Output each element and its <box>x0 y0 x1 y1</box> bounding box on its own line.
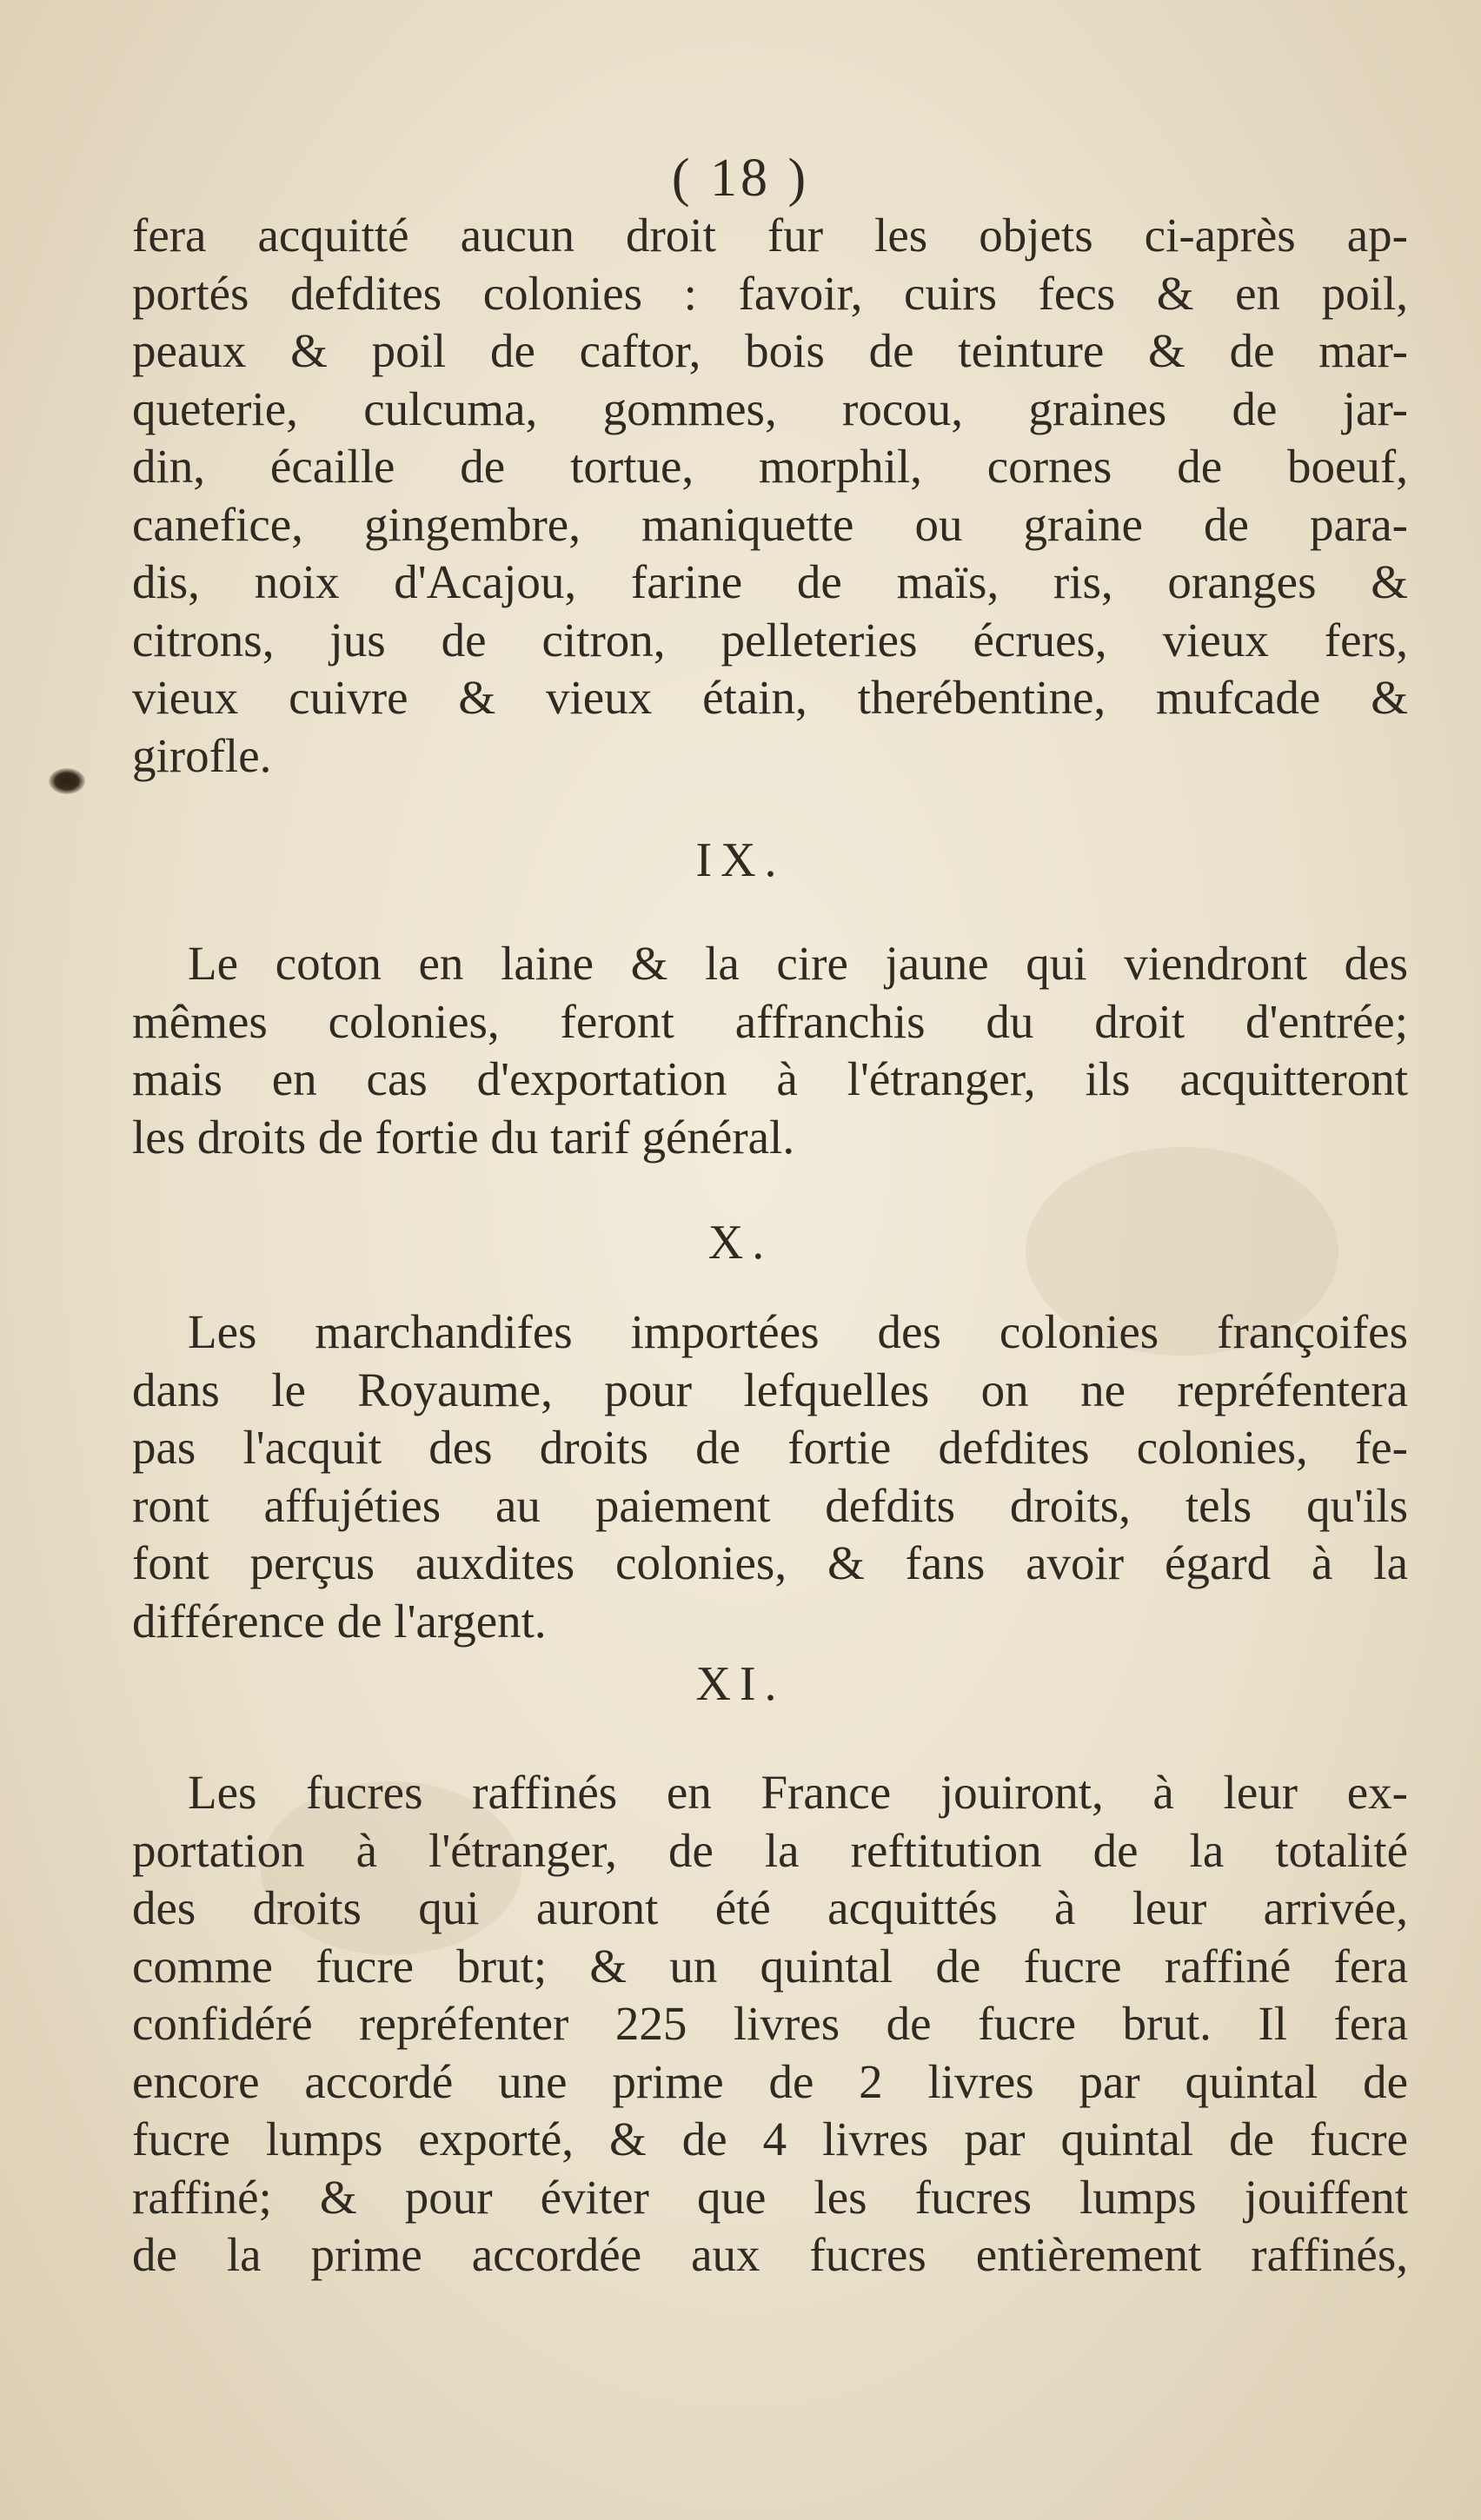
article-heading-x: X. <box>707 1216 774 1270</box>
text-line: confidéré repréfenter 225 livres de fucre brut. Il fera <box>132 1997 1408 2050</box>
text-line: dans le Royaume, pour lefquelles on ne repréfentera <box>132 1363 1408 1416</box>
text-line: citrons, jus de citron, pelleteries écrues, vieux fers, <box>132 613 1408 666</box>
text-line: comme fucre brut; & un quintal de fucre raffiné fera <box>132 1939 1408 1993</box>
text-line: Les fucres raffinés en France jouiront, à leur ex- <box>188 1766 1408 1819</box>
text-line: fucre lumps exporté, & de 4 livres par quintal de fucre <box>132 2112 1408 2165</box>
text-line: vieux cuivre & vieux étain, therébentine, mufcade & <box>132 671 1408 724</box>
text-line: raffiné; & pour éviter que les fucres lumps jouiffent <box>132 2170 1408 2224</box>
text-line: mêmes colonies, feront affranchis du droit d'entrée; <box>132 994 1408 1048</box>
text-line: canefice, gingembre, maniquette ou graine de para- <box>132 497 1408 551</box>
text-line: des droits qui auront été acquittés à leur arrivée, <box>132 1881 1408 1934</box>
text-line: Le coton en laine & la cire jaune qui viendront des <box>188 937 1408 990</box>
article-heading-ix: IX. <box>695 833 786 887</box>
paragraph-1 <box>132 207 1408 785</box>
text-line: pas l'acquit des droits de fortie defdites colonies, fe- <box>132 1421 1408 1474</box>
text-line: différence de l'argent. <box>132 1594 547 1648</box>
text-line: portation à l'étranger, de la reftitution de la totalité <box>132 1823 1408 1877</box>
paragraph-4 <box>132 1764 1408 2285</box>
page-number: ( 18 ) <box>671 149 810 208</box>
text-line: les droits de fortie du tarif général. <box>132 1110 795 1164</box>
text-line: girofle. <box>132 728 272 782</box>
text-line: portés defdites colonies : favoir, cuirs fecs & en poil, <box>132 266 1408 320</box>
text-line: dis, noix d'Acajou, farine de maïs, ris, oranges & <box>132 555 1408 608</box>
text-line: peaux & poil de caftor, bois de teinture & de mar- <box>132 324 1408 377</box>
ink-spot <box>49 768 85 794</box>
text-line: queterie, culcuma, gommes, rocou, graines de jar- <box>132 381 1408 435</box>
text-line: font perçus auxdites colonies, & fans avoir égard à la <box>132 1536 1408 1589</box>
text-line: mais en cas d'exportation à l'étranger, ils acquitteront <box>132 1052 1408 1105</box>
paragraph-3 <box>132 1303 1408 1650</box>
text-line: ront affujéties au paiement defdits droits, tels qu'ils <box>132 1478 1408 1532</box>
text-line: fera acquitté aucun droit fur les objets ci-après ap- <box>132 209 1408 262</box>
text-line: encore accordé une prime de 2 livres par quintal de <box>132 2054 1408 2108</box>
text-line: din, écaille de tortue, morphil, cornes de boeuf, <box>132 440 1408 493</box>
text-line: Les marchandifes importées des colonies françoifes <box>188 1305 1408 1358</box>
paragraph-2 <box>132 935 1408 1166</box>
text-line: de la prime accordée aux fucres entièrement raffinés, <box>132 2228 1408 2281</box>
article-heading-xi: XI. <box>695 1657 786 1711</box>
